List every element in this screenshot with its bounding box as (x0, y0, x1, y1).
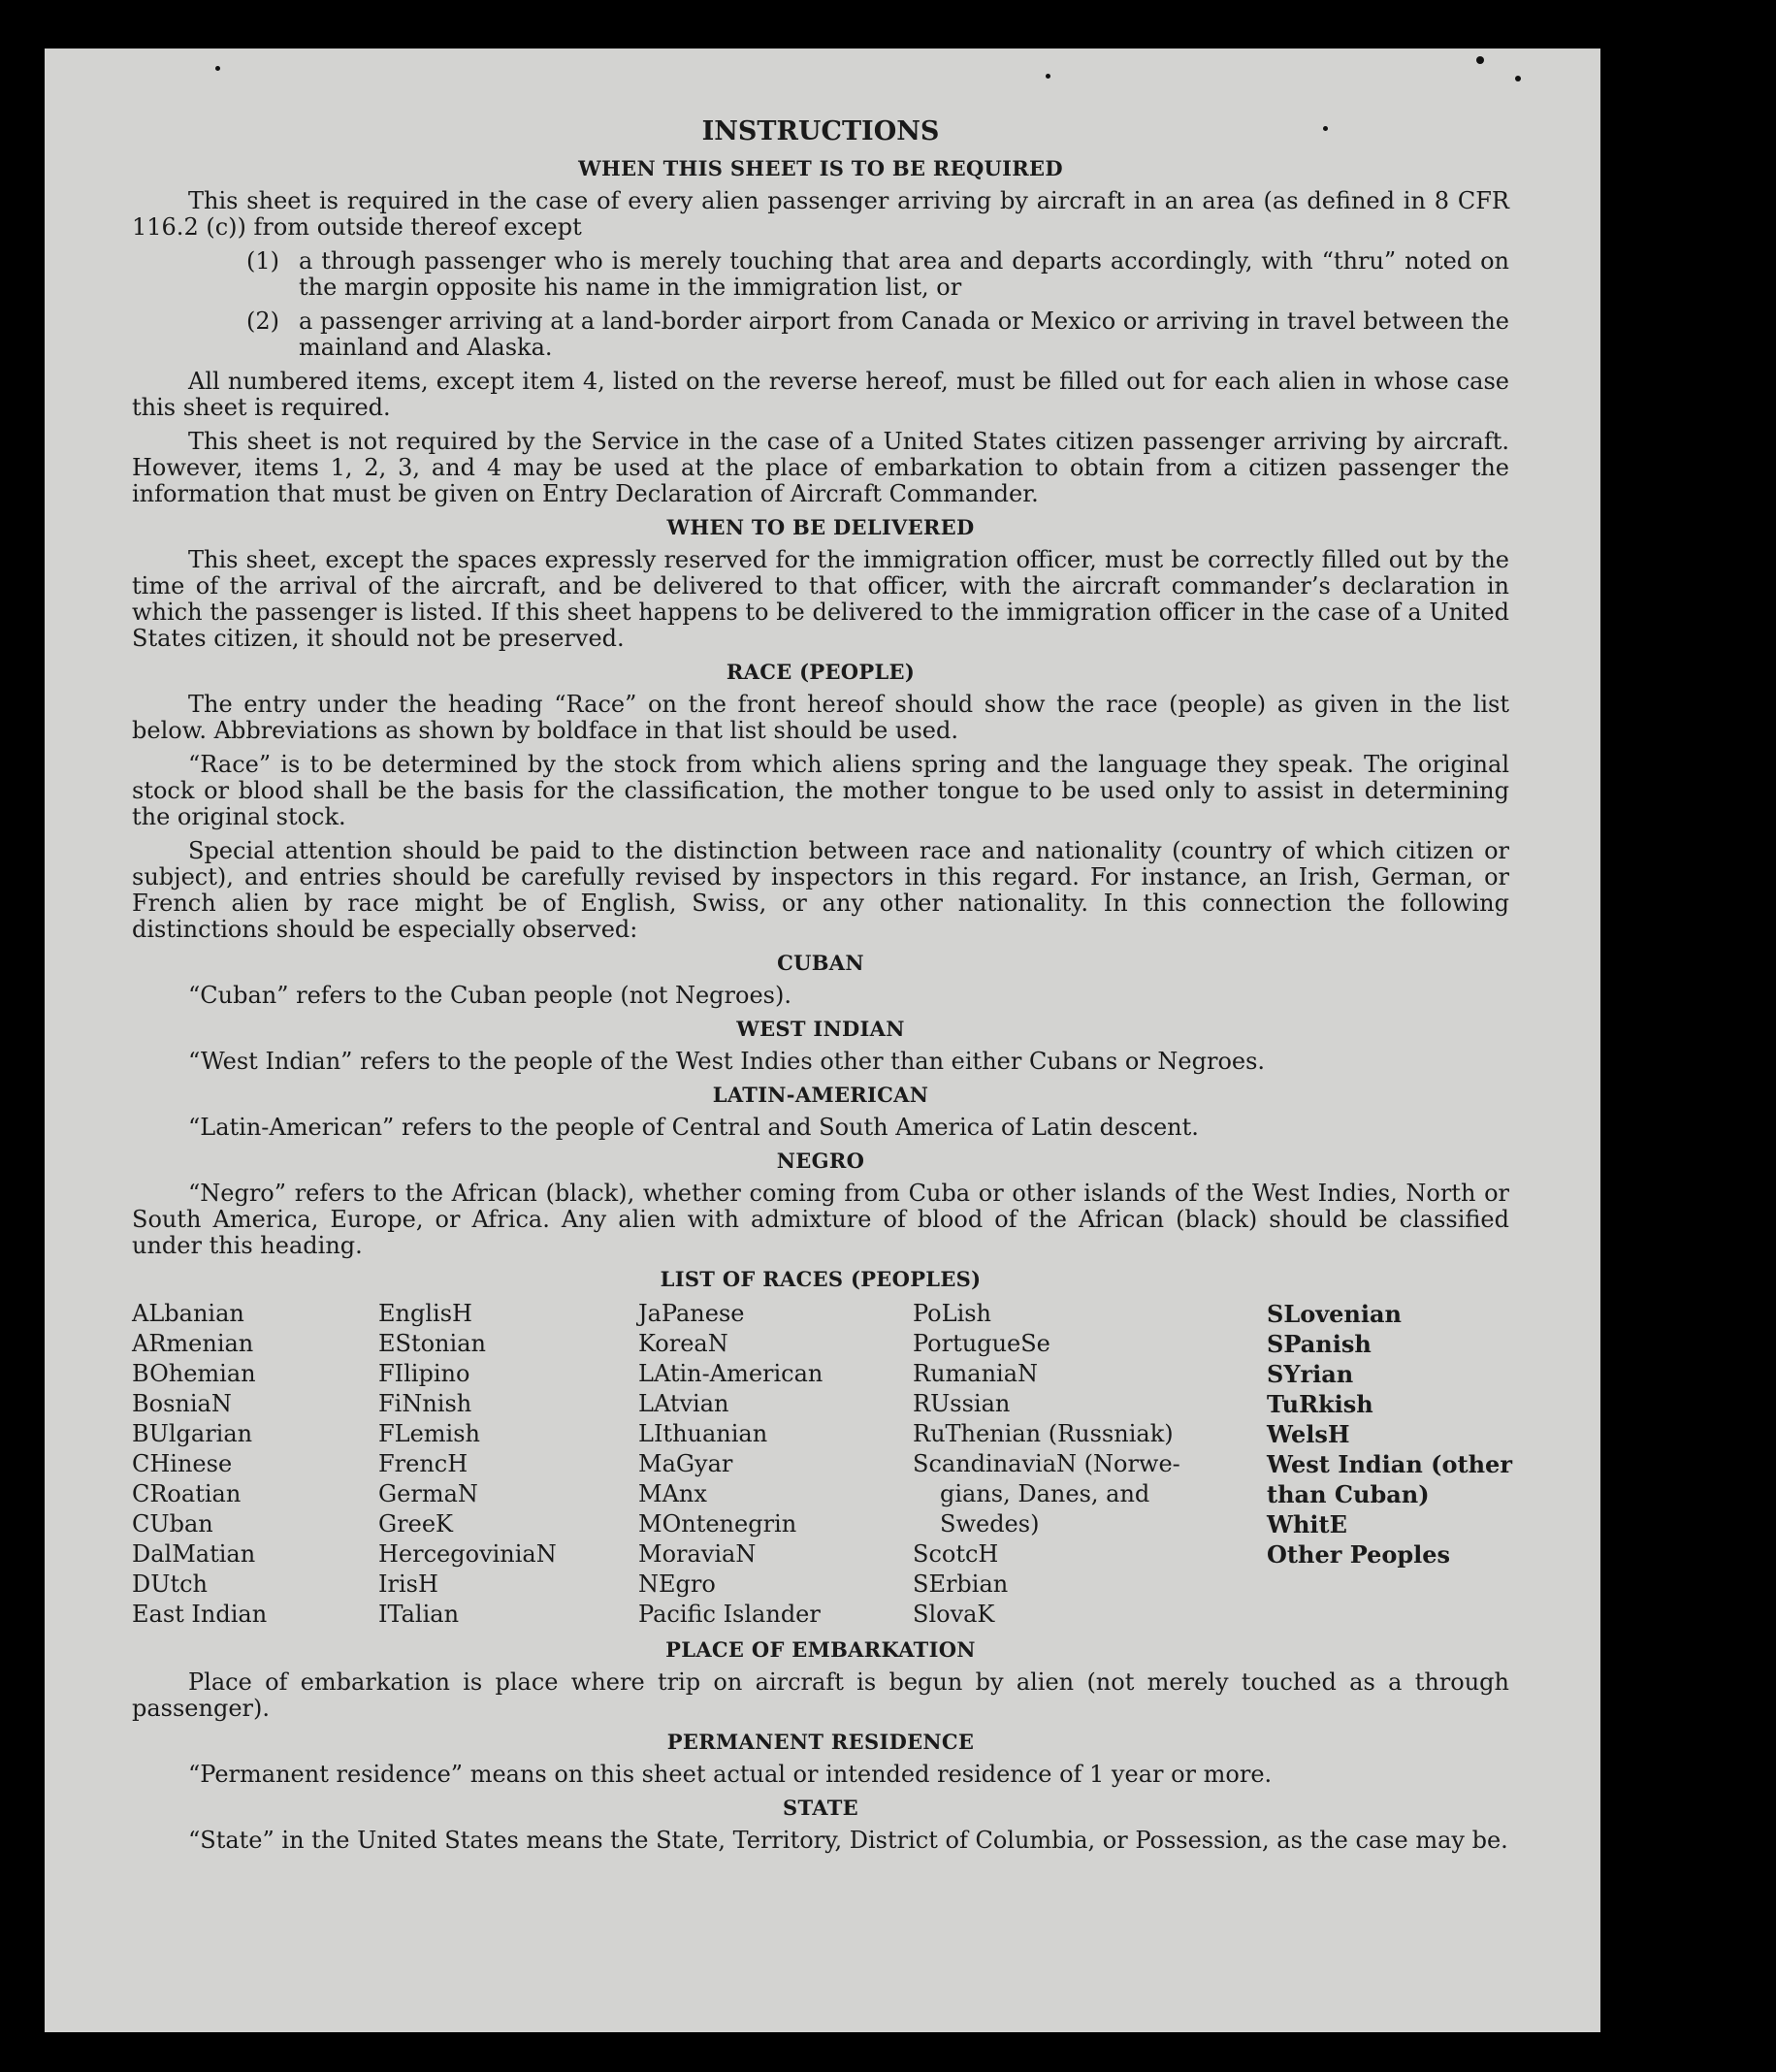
race-entry-continued: gians, Danes, and (940, 1480, 1150, 1507)
race-entry: BUlgarian (132, 1420, 253, 1447)
race-entry: MOntenegrin (638, 1510, 797, 1538)
races-list (132, 1299, 1512, 1630)
race-entry: RumaniaN (913, 1360, 1039, 1387)
race-entry: MAnx (638, 1480, 707, 1507)
race-entry: ScotcH (913, 1540, 999, 1568)
race-entry: BosniaN (132, 1390, 232, 1417)
races-column-3 (638, 1299, 913, 1630)
speck (1515, 76, 1521, 81)
race-entry: BOhemian (132, 1360, 256, 1387)
race-entry: RUssian (913, 1390, 1011, 1417)
item-number: (2) (246, 308, 279, 335)
race-entry: GreeK (378, 1510, 453, 1538)
races-column-1 (132, 1299, 378, 1630)
race-entry: SlovaK (913, 1601, 995, 1628)
race-entry: GermaN (378, 1480, 478, 1507)
race-entry: West Indian (other (1267, 1450, 1512, 1478)
document-body (132, 116, 1512, 1862)
race-entry: SPanish (1267, 1330, 1372, 1358)
race-entry: WelsH (1267, 1420, 1350, 1448)
section-heading-west-indian: WEST INDIAN (736, 1017, 905, 1041)
section-heading-required: WHEN THIS SHEET IS TO BE REQUIRED (578, 156, 1063, 180)
section-heading-state: STATE (783, 1796, 858, 1820)
paragraph: This sheet, except the spaces expressly reserved for the immigration officer, must be correctly filled out by the time of the arrival of the aircraft, and be delivered to that officer, with the aircraft commander’s declaration in which the passenger is listed. If this sheet happens to be delivered to the immigration officer in the case of a United States citizen, it should not be preserved. (132, 546, 1509, 652)
race-entry: EStonian (378, 1330, 486, 1357)
section-heading-cuban: CUBAN (777, 951, 864, 975)
race-entry: IrisH (378, 1570, 438, 1598)
race-entry: FiNnish (378, 1390, 472, 1417)
paragraph: The entry under the heading “Race” on the front hereof should show the race (people) as given in the list below. Abbreviations as shown by boldface in that list should be used. (132, 691, 1509, 744)
races-column-2 (378, 1299, 638, 1630)
section-heading-residence: PERMANENT RESIDENCE (666, 1730, 975, 1754)
page-title: INSTRUCTIONS (701, 116, 940, 146)
race-entry: FIlipino (378, 1360, 470, 1387)
race-entry: JaPanese (638, 1300, 745, 1327)
speck (1476, 56, 1484, 64)
races-column-5 (1267, 1299, 1512, 1630)
race-entry: LIthuanian (638, 1420, 768, 1447)
race-entry: PoLish (913, 1300, 992, 1327)
race-entry: ARmenian (132, 1330, 254, 1357)
section-heading-races-list: LIST OF RACES (PEOPLES) (660, 1267, 982, 1291)
race-entry: ALbanian (132, 1300, 244, 1327)
race-entry: MoraviaN (638, 1540, 757, 1568)
paragraph: “Permanent residence” means on this sheet actual or intended residence of 1 year or more. (188, 1761, 1273, 1788)
race-entry: East Indian (132, 1601, 268, 1628)
race-entry: EnglisH (378, 1300, 472, 1327)
race-entry: ITalian (378, 1601, 460, 1628)
paragraph: “West Indian” refers to the people of the West Indies other than either Cubans or Negroes. (188, 1048, 1266, 1075)
races-column-4 (913, 1299, 1267, 1630)
paragraph: This sheet is required in the case of every alien passenger arriving by aircraft in an area (as defined in 8 CFR 116.2 (c)) from outside thereof except (132, 187, 1509, 241)
race-entry: LAtvian (638, 1390, 729, 1417)
race-entry: WhitE (1267, 1510, 1347, 1538)
race-entry: Pacific Islander (638, 1601, 821, 1628)
paragraph: “Cuban” refers to the Cuban people (not Negroes). (188, 982, 791, 1009)
section-heading-race: RACE (PEOPLE) (726, 660, 916, 684)
section-heading-embarkation: PLACE OF EMBARKATION (665, 1637, 976, 1662)
race-entry: SLovenian (1267, 1300, 1402, 1328)
race-entry-continued: than Cuban) (1267, 1480, 1430, 1508)
speck (215, 66, 220, 71)
paragraph: All numbered items, except item 4, listed on the reverse hereof, must be filled out for each alien in whose case this sheet is required. (132, 368, 1509, 421)
paragraph: “State” in the United States means the State, Territory, District of Columbia, or Possession, as the case may be. (188, 1827, 1508, 1854)
race-entry: CHinese (132, 1450, 233, 1477)
race-entry: Other Peoples (1267, 1540, 1451, 1569)
race-entry: KoreaN (638, 1330, 728, 1357)
race-entry: PortugueSe (913, 1330, 1050, 1357)
race-entry: ScandinaviaN (Norwe- (913, 1450, 1180, 1477)
race-entry: MaGyar (638, 1450, 733, 1477)
race-entry-continued: Swedes) (940, 1510, 1040, 1538)
paragraph: “Latin-American” refers to the people of Central and South America of Latin descent. (188, 1114, 1199, 1141)
item-number: (1) (246, 247, 279, 275)
speck (1046, 74, 1050, 79)
paragraph: This sheet is not required by the Service in the case of a United States citizen passenger arriving by aircraft. However, items 1, 2, 3, and 4 may be used at the place of embarkation to obtain from a citizen passenger the information that must be given on Entry Declaration of Aircraft Commander. (132, 428, 1509, 507)
race-entry: FrencH (378, 1450, 468, 1477)
document-page (45, 49, 1600, 2032)
section-heading-latin-american: LATIN-AMERICAN (712, 1083, 929, 1107)
section-heading-negro: NEGRO (776, 1149, 865, 1173)
race-entry: CUban (132, 1510, 213, 1538)
list-item (132, 248, 1509, 301)
race-entry: RuThenian (Russniak) (913, 1420, 1174, 1447)
item-text: a passenger arriving at a land-border airport from Canada or Mexico or arriving in travel between the mainland and Alaska. (299, 308, 1509, 361)
paragraph: Special attention should be paid to the distinction between race and nationality (country of which citizen or subject), and entries should be carefully revised by inspectors in this regard. For instance, an Irish, German, or French alien by race might be of English, Swiss, or any other nationality. In this connection the following distinctions should be especially observed: (132, 837, 1509, 943)
race-entry: FLemish (378, 1420, 480, 1447)
race-entry: DUtch (132, 1570, 209, 1598)
race-entry: NEgro (638, 1570, 716, 1598)
paragraph: “Race” is to be determined by the stock from which aliens spring and the language they speak. The original stock or blood shall be the basis for the classification, the mother tongue to be used only to assist in determining the original stock. (132, 751, 1509, 830)
race-entry: SErbian (913, 1570, 1009, 1598)
race-entry: CRoatian (132, 1480, 242, 1507)
race-entry: DalMatian (132, 1540, 256, 1568)
race-entry: LAtin-American (638, 1360, 823, 1387)
item-text: a through passenger who is merely touching that area and departs accordingly, with “thru” noted on the margin opposite his name in the immigration list, or (299, 247, 1509, 301)
race-entry: HercegoviniaN (378, 1540, 557, 1568)
paragraph: “Negro” refers to the African (black), whether coming from Cuba or other islands of the West Indies, North or South America, Europe, or Africa. Any alien with admixture of blood of the African (black) should be classified under this heading. (132, 1180, 1509, 1259)
race-entry: TuRkish (1267, 1390, 1373, 1418)
list-item (132, 308, 1509, 361)
section-heading-delivered: WHEN TO BE DELIVERED (666, 515, 975, 539)
paragraph: Place of embarkation is place where trip on aircraft is begun by alien (not merely touched as a through passenger). (132, 1668, 1509, 1722)
race-entry: SYrian (1267, 1360, 1354, 1388)
